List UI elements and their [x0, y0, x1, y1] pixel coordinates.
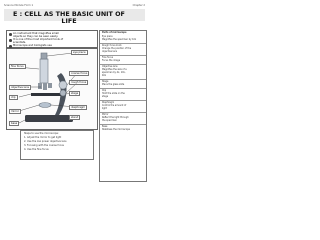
- coarse-focus-knob: [59, 81, 67, 89]
- fine-focus-knob: [60, 90, 66, 96]
- label-base: base: [11, 122, 18, 125]
- header-right: Chapter 2: [132, 4, 145, 7]
- objective-lens-1: [38, 83, 42, 89]
- diaphragm-title: Diaphragm: [102, 101, 115, 104]
- mirror: [39, 103, 51, 108]
- bullet-2: [9, 39, 12, 42]
- mirror-desc-2: the specimen: [102, 119, 117, 122]
- clip-title: Clip: [102, 89, 107, 92]
- stage-title: Stage: [102, 80, 109, 83]
- title-line-1: E : CELL AS THE BASIC UNIT OF: [13, 10, 125, 18]
- bullet-1: [9, 33, 12, 36]
- intro-line-4: scientists.: [13, 41, 27, 44]
- step-4: 4. Use the fine focus: [24, 148, 49, 151]
- page-title: [8, 11, 130, 24]
- intro-line-1: An instrument that magnifies small: [13, 32, 59, 35]
- eyepiece: [41, 53, 47, 59]
- clip-desc-2: stage: [102, 95, 109, 98]
- label-rough-focus: rough focus: [71, 81, 87, 84]
- label-clip: clip: [11, 96, 16, 99]
- steps-title: Steps to use the microscope:: [24, 132, 59, 135]
- diaphragm-desc-2: light: [102, 107, 107, 110]
- label-eye-piece: eye piece: [73, 51, 86, 54]
- objective-desc-1: Magnifies the size of a: [102, 68, 127, 71]
- label-objective-lens: objective lens: [11, 86, 29, 89]
- objective-lens-3: [48, 83, 52, 88]
- objective-desc-2: specimen by 4x, 10x,: [102, 71, 126, 74]
- eye-piece-desc: Magnifies the specimen by 10x: [102, 38, 137, 41]
- microscope-diagram: [6, 48, 98, 130]
- diaphragm-desc-1: Control the amount of: [102, 104, 127, 107]
- label-fine-focus: fine focus: [11, 65, 24, 68]
- objective-desc-3: 40x: [102, 74, 107, 77]
- parts-header: Parts of microscope: [102, 31, 127, 34]
- separator-5: [100, 88, 146, 89]
- fine-focus-title: Fine focus: [102, 56, 113, 59]
- objective-lens-2: [43, 83, 47, 90]
- label-coarse-focus: coarse focus: [71, 72, 88, 75]
- title-line-2: LIFE: [61, 16, 77, 25]
- header-left: Science Module Form 1: [4, 4, 34, 7]
- base-desc: Stabilises the microscope: [102, 128, 130, 131]
- rough-focus-title: Rough focus knob: [102, 44, 122, 47]
- mirror-desc-1: Reflect the light through: [102, 116, 129, 119]
- rough-focus-desc-1: Change the position of the: [102, 47, 132, 50]
- microscope-tube: [40, 59, 48, 83]
- step-2: 2. Use the low power objective lens: [24, 140, 67, 143]
- eye-piece-title: Eye piece: [102, 35, 113, 38]
- fine-focus-desc: Focus the image: [102, 59, 121, 62]
- step-1: 1. Adjust the mirror to get light: [24, 136, 62, 139]
- label-mirror: mirror: [11, 110, 19, 113]
- base-title: Base: [102, 125, 108, 128]
- label-diaphragm: diaphragm: [71, 106, 86, 109]
- stage-desc: Place the glass slide: [102, 83, 125, 86]
- intro-line-3: It is one of the most important tools of: [13, 38, 64, 41]
- intro-line-2: objects so they can be seen easily.: [13, 35, 59, 38]
- parts-panel: [99, 30, 147, 182]
- step-3: 3. Focusing with the coarse focus: [24, 144, 64, 147]
- rough-focus-desc-2: objective lens: [102, 50, 118, 53]
- clip-desc-1: Hold the slide on the: [102, 92, 125, 95]
- objective-title: Objective lens: [102, 65, 118, 68]
- intro-line-5: Microscope and biologists use: [13, 44, 52, 47]
- steps-box: [20, 130, 94, 160]
- mirror-title: Mirror: [102, 113, 109, 116]
- intro-box: [6, 30, 98, 48]
- label-stand: stand: [71, 116, 79, 119]
- label-stage: stage: [71, 92, 79, 95]
- microscope-base: [25, 115, 73, 122]
